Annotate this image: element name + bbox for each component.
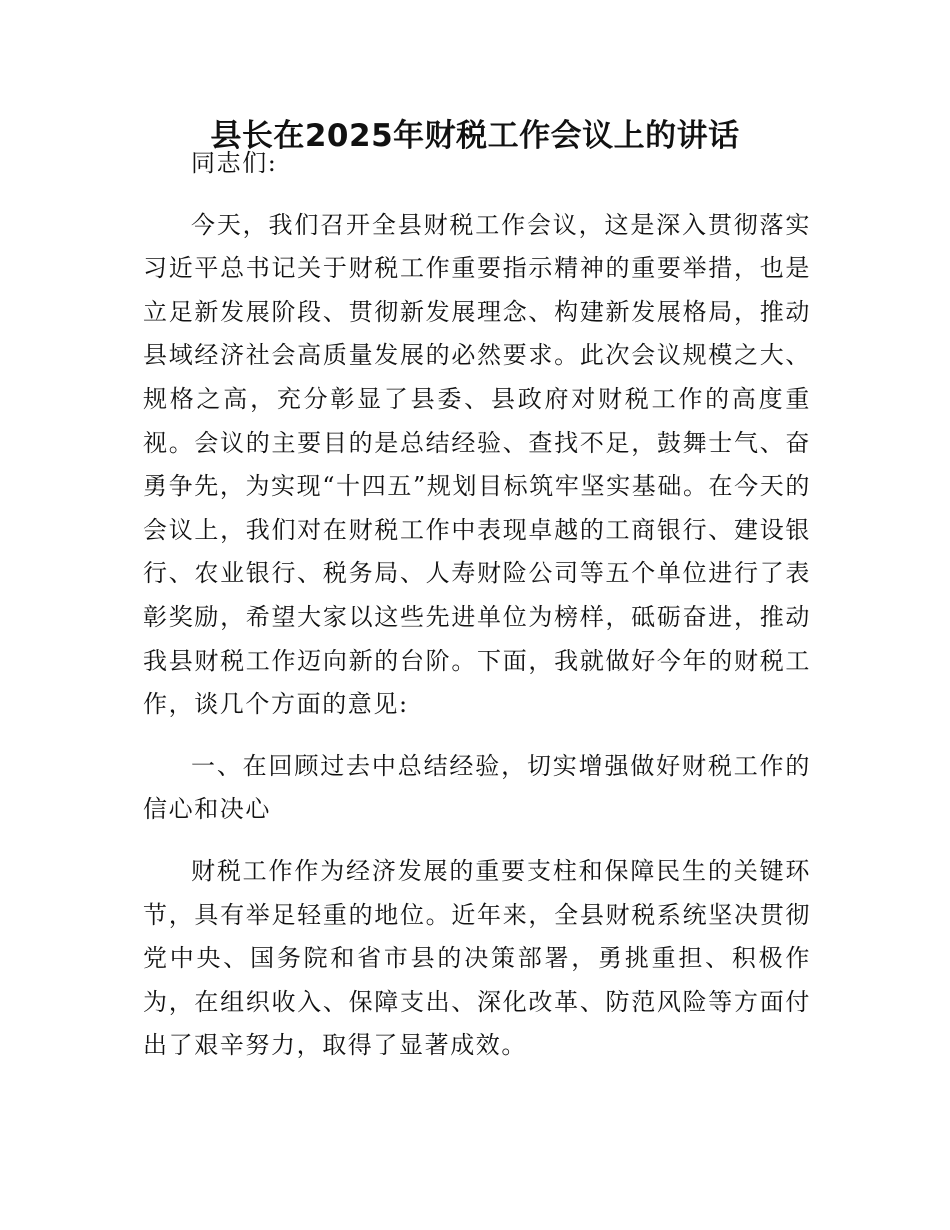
section-heading-one: 一、在回顾过去中总结经验，切实增强做好财税工作的信心和决心 [143, 751, 811, 824]
document-body [143, 142, 811, 1068]
document-title: 县长在2025年财税工作会议上的讲话 [210, 118, 740, 154]
paragraph-opening: 今天，我们召开全县财税工作会议，这是深入贯彻落实习近平总书记关于财税工作重要指示精神的重要举措，也是立足新发展阶段、贯彻新发展理念、构建新发展格局，推动县域经济社会高质量发展的必然要求。此次会议规模之大、规格之高，充分彰显了县委、县政府对财税工作的高度重视。会议的主要目的是总结经验、查找不足，鼓舞士气、奋勇争先，为实现“十四五”规划目标筑牢坚实基础。在今天的会议上，我们对在财税工作中表现卓越的工商银行、建设银行、农业银行、税务局、人寿财险公司等五个单位进行了表彰奖励，希望大家以这些先进单位为榜样，砥砺奋进，推动我县财税工作迈向新的台阶。下面，我就做好今年的财税工作，谈几个方面的意见: [143, 210, 811, 719]
greeting-line: 同志们: [191, 149, 278, 177]
paragraph-section-one: 财税工作作为经济发展的重要支柱和保障民生的关键环节，具有举足轻重的地位。近年来，全县财税系统坚决贯彻党中央、国务院和省市县的决策部署，勇挑重担、积极作为，在组织收入、保障支出、深化改革、防范风险等方面付出了艰辛努力，取得了显著成效。 [143, 856, 811, 1060]
